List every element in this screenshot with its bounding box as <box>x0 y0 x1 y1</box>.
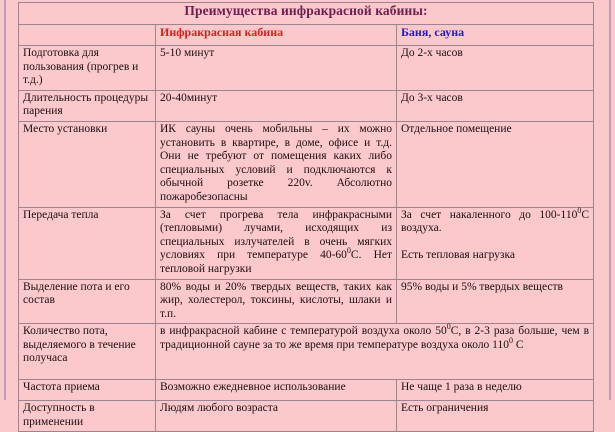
row-infrared-heat-transfer <box>156 207 397 279</box>
degree-superscript: 0 <box>577 205 582 215</box>
heat-transfer-sauna-text-2: С воздуха. <box>401 208 590 235</box>
row-feature-preparation: Подготовка для пользования (прогрев и т.д.) <box>19 46 156 91</box>
table-row <box>19 207 594 279</box>
row-infrared-availability: Людям любого возраста <box>156 401 397 432</box>
header-cell-feature <box>19 25 156 46</box>
table-row <box>19 46 594 91</box>
row-feature-sweat-amount: Количество пота, выделяемого в течение получаса <box>19 324 156 380</box>
row-infrared-frequency: Возможно ежедневное использование <box>156 380 397 401</box>
sweat-amount-text-2: С, в 2-3 раза больше, чем в традиционной сауне за то же время при температуре воздуха около 110 <box>160 325 590 351</box>
row-infrared-duration: 20-40минут <box>156 90 397 121</box>
degree-superscript: 0 <box>446 322 451 332</box>
header-cell-infrared <box>156 25 397 46</box>
comparison-table-wrapper <box>18 2 593 432</box>
row-infrared-placement: ИК сауны очень мобильны – их можно установить в квартире, в доме, офисе и т.д. Они не требуют от помещения каких либо специальных условий и подключаются к обычной розетке 220v. Абсолютно пожаробезопасны <box>156 121 397 207</box>
row-infrared-preparation: 5-10 минут <box>156 46 397 91</box>
table-row <box>19 324 594 380</box>
table-row <box>19 279 594 324</box>
row-feature-frequency: Частота приема <box>19 380 156 401</box>
header-label-infrared: Инфракрасная кабина <box>160 25 284 39</box>
comparison-table <box>18 2 594 432</box>
table-row <box>19 401 594 432</box>
table-row <box>19 121 594 207</box>
heat-transfer-ir-text-1: За счет прогрева тела инфракрасными (тепловыми) лучами, исходящих из специальных излучателей в очень мягких условиях при температуре 40-60 <box>160 208 392 262</box>
table-title-row <box>19 3 594 25</box>
table-header-row <box>19 25 594 46</box>
row-feature-sweat-composition: Выделение пота и его состав <box>19 279 156 324</box>
header-cell-sauna <box>397 25 594 46</box>
row-feature-heat-transfer: Передача тепла <box>19 207 156 279</box>
row-sauna-frequency: Не чаще 1 раза в неделю <box>397 380 594 401</box>
row-feature-availability: Доступность в применении <box>19 401 156 432</box>
row-feature-duration: Длительность процедуры парения <box>19 90 156 121</box>
heat-transfer-sauna-text-1: За счет накаленного до 100-110 <box>401 208 578 221</box>
page-left-rule <box>4 0 6 400</box>
page-title: Преимущества инфракрасной кабины: <box>184 3 428 18</box>
row-merged-sweat-amount <box>156 324 594 380</box>
blank-line <box>401 236 589 250</box>
degree-superscript: 0 <box>509 336 514 346</box>
table-row <box>19 90 594 121</box>
table-title-cell <box>19 3 594 25</box>
header-label-sauna: Баня, сауна <box>401 25 465 39</box>
page-right-rule <box>609 0 611 400</box>
row-sauna-sweat-composition: 95% воды и 5% твердых веществ <box>397 279 594 324</box>
sweat-amount-text-3: С <box>513 338 524 351</box>
row-infrared-sweat-composition: 80% воды и 20% твердых веществ, таких как жир, холестерол, токсины, кислоты, шлаки и т.п. <box>156 279 397 324</box>
heat-transfer-ir-text-2: С. Нет тепловой нагрузки <box>160 249 392 275</box>
row-sauna-placement: Отдельное помещение <box>397 121 594 207</box>
sweat-amount-text-1: в инфракрасной кабине с температурой воздуха около 50 <box>160 325 447 338</box>
row-sauna-duration: До 3-х часов <box>397 90 594 121</box>
table-row <box>19 380 594 401</box>
heat-transfer-sauna-text-3: Есть тепловая нагрузка <box>401 249 515 262</box>
row-sauna-heat-transfer <box>397 207 594 279</box>
degree-superscript: 0 <box>346 246 351 256</box>
row-feature-placement: Место установки <box>19 121 156 207</box>
row-sauna-availability: Есть ограничения <box>397 401 594 432</box>
row-sauna-preparation: До 2-х часов <box>397 46 594 91</box>
